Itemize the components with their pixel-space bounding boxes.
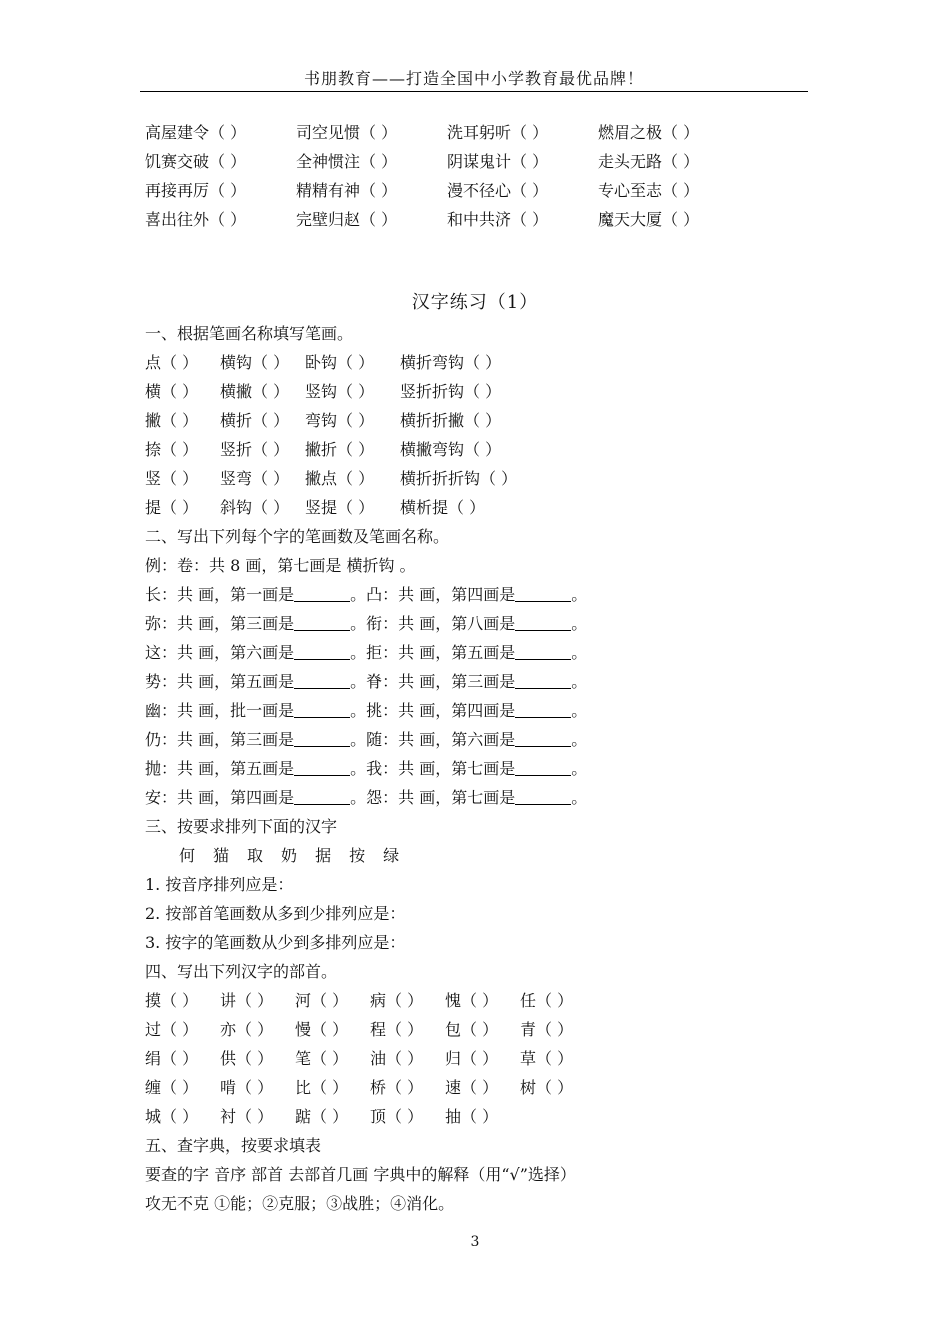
answer-blank[interactable] — [294, 759, 350, 776]
stroke-name-item: 弯钩（ ） — [305, 411, 375, 430]
stroke-name-item: 横折折折钩（ ） — [400, 469, 518, 488]
stroke-name-item: 横钩（ ） — [220, 353, 290, 372]
stroke-count-prompt: 势：共 画，第五画是 — [145, 672, 295, 691]
radical-row — [145, 1103, 825, 1132]
stroke-row — [145, 378, 825, 407]
answer-blank[interactable] — [515, 730, 571, 747]
idiom-row — [145, 149, 765, 178]
idiom-row — [145, 178, 765, 207]
answer-blank[interactable] — [294, 643, 350, 660]
radical-table — [145, 987, 825, 1132]
sentence-end: 。 — [350, 585, 367, 604]
stroke-count-prompt: 脊：共 画，第三画是 — [366, 672, 516, 691]
stroke-name-item: 横撇弯钩（ ） — [400, 440, 502, 459]
stroke-count-prompt: 幽：共 画，批一画是 — [145, 701, 295, 720]
stroke-name-item: 横折折撇（ ） — [400, 411, 502, 430]
radical-item: 过（ ） — [145, 1020, 199, 1039]
idiom-row — [145, 120, 765, 149]
idiom-item: 司空见惯（ ） — [296, 123, 398, 142]
idiom-grid — [145, 120, 765, 236]
sort-char: 奶 — [281, 846, 298, 865]
stroke-count-prompt: 仍：共 画，第三画是 — [145, 730, 295, 749]
answer-blank[interactable] — [515, 701, 571, 718]
sort-items — [145, 871, 825, 958]
sentence-end: 。 — [571, 759, 588, 778]
stroke-name-item: 横折（ ） — [220, 411, 290, 430]
idiom-item: 全神惯注（ ） — [296, 152, 398, 171]
sentence-end: 。 — [350, 788, 367, 807]
stroke-count-row — [145, 784, 825, 813]
idiom-item: 高屋建令（ ） — [145, 123, 247, 142]
stroke-row — [145, 349, 825, 378]
radical-item: 速（ ） — [445, 1078, 499, 1097]
sentence-end: 。 — [571, 730, 588, 749]
exercise-content — [145, 320, 825, 1219]
stroke-count-prompt: 弥：共 画，第三画是 — [145, 614, 295, 633]
radical-item: 笔（ ） — [295, 1049, 349, 1068]
page-header: 书朋教育——打造全国中小学教育最优品牌！ — [303, 69, 644, 88]
stroke-count-list — [145, 581, 825, 813]
answer-blank[interactable] — [294, 788, 350, 805]
section1-heading: 一、根据笔画名称填写笔画。 — [145, 324, 354, 343]
dictionary-table-header: 要查的字 音序 部首 去部首几画 字典中的解释（用“√”选择） — [145, 1165, 576, 1184]
sentence-end: 。 — [571, 614, 588, 633]
idiom-item: 和中共济（ ） — [447, 210, 549, 229]
stroke-name-item: 横撇（ ） — [220, 382, 290, 401]
sort-characters — [145, 842, 825, 871]
stroke-count-prompt: 挑：共 画，第四画是 — [366, 701, 516, 720]
stroke-count-row — [145, 610, 825, 639]
stroke-count-row — [145, 697, 825, 726]
idiom-item: 魔天大厦（ ） — [598, 210, 700, 229]
stroke-name-item: 竖折折钩（ ） — [400, 382, 502, 401]
radical-item: 油（ ） — [370, 1049, 424, 1068]
stroke-name-item: 提（ ） — [145, 498, 199, 517]
stroke-name-item: 竖提（ ） — [305, 498, 375, 517]
page-number: 3 — [470, 1234, 480, 1250]
idiom-item: 专心至志（ ） — [598, 181, 700, 200]
radical-row — [145, 1074, 825, 1103]
radical-item: 归（ ） — [445, 1049, 499, 1068]
stroke-name-item: 竖钩（ ） — [305, 382, 375, 401]
section5-heading: 五、查字典，按要求填表 — [145, 1136, 322, 1155]
stroke-row — [145, 494, 825, 523]
idiom-item: 漫不径心（ ） — [447, 181, 549, 200]
radical-item: 摸（ ） — [145, 991, 199, 1010]
stroke-name-item: 撇折（ ） — [305, 440, 375, 459]
sentence-end: 。 — [350, 672, 367, 691]
stroke-count-prompt: 这：共 画，第六画是 — [145, 643, 295, 662]
answer-blank[interactable] — [515, 614, 571, 631]
sentence-end: 。 — [350, 701, 367, 720]
idiom-item: 完壁归赵（ ） — [296, 210, 398, 229]
radical-item: 亦（ ） — [220, 1020, 274, 1039]
radical-item: 程（ ） — [370, 1020, 424, 1039]
answer-blank[interactable] — [294, 730, 350, 747]
answer-blank[interactable] — [515, 788, 571, 805]
sort-item: 1. 按音序排列应是： — [145, 875, 294, 894]
section2-heading: 二、写出下列每个字的笔画数及笔画名称。 — [145, 527, 450, 546]
radical-item: 桥（ ） — [370, 1078, 424, 1097]
stroke-name-item: 横折弯钩（ ） — [400, 353, 502, 372]
answer-blank[interactable] — [294, 585, 350, 602]
sentence-end: 。 — [350, 730, 367, 749]
stroke-name-item: 撇点（ ） — [305, 469, 375, 488]
radical-item: 慢（ ） — [295, 1020, 349, 1039]
answer-blank[interactable] — [294, 672, 350, 689]
radical-item: 包（ ） — [445, 1020, 499, 1039]
sort-char: 据 — [315, 846, 332, 865]
stroke-name-item: 撇（ ） — [145, 411, 199, 430]
stroke-count-prompt: 随：共 画，第六画是 — [366, 730, 516, 749]
sentence-end: 。 — [350, 759, 367, 778]
answer-blank[interactable] — [515, 672, 571, 689]
sentence-end: 。 — [571, 788, 588, 807]
sort-char: 何 — [179, 846, 196, 865]
radical-item: 青（ ） — [520, 1020, 574, 1039]
radical-item: 比（ ） — [295, 1078, 349, 1097]
sort-char: 绿 — [383, 846, 400, 865]
answer-blank[interactable] — [515, 585, 571, 602]
stroke-count-prompt: 衔：共 画，第八画是 — [366, 614, 516, 633]
sort-item: 3. 按字的笔画数从少到多排列应是： — [145, 933, 406, 952]
idiom-item: 洗耳躬听（ ） — [447, 123, 549, 142]
dictionary-table-row: 攻无不克 ①能；②克服；③战胜；④消化。 — [145, 1194, 455, 1213]
sort-item: 2. 按部首笔画数从多到少排列应是： — [145, 904, 406, 923]
stroke-name-item: 竖弯（ ） — [220, 469, 290, 488]
sentence-end: 。 — [571, 643, 588, 662]
answer-blank[interactable] — [515, 759, 571, 776]
stroke-name-item: 卧钩（ ） — [305, 353, 375, 372]
idiom-row — [145, 207, 765, 236]
stroke-count-row — [145, 726, 825, 755]
radical-item: 绢（ ） — [145, 1049, 199, 1068]
radical-item: 缠（ ） — [145, 1078, 199, 1097]
radical-item: 啃（ ） — [220, 1078, 274, 1097]
radical-item: 草（ ） — [520, 1049, 574, 1068]
radical-item: 讲（ ） — [220, 991, 274, 1010]
stroke-count-prompt: 凸：共 画，第四画是 — [366, 585, 516, 604]
idiom-item: 饥赛交破（ ） — [145, 152, 247, 171]
stroke-count-row — [145, 668, 825, 697]
sort-char: 猫 — [213, 846, 230, 865]
idiom-item: 燃眉之极（ ） — [598, 123, 700, 142]
stroke-name-item: 竖折（ ） — [220, 440, 290, 459]
sort-char: 取 — [247, 846, 264, 865]
radical-item: 任（ ） — [520, 991, 574, 1010]
header-rule — [140, 91, 808, 92]
section3-heading: 三、按要求排列下面的汉字 — [145, 817, 338, 836]
exercise-title: 汉字练习（1） — [411, 292, 539, 313]
stroke-name-item: 竖（ ） — [145, 469, 199, 488]
stroke-name-item: 横析提（ ） — [400, 498, 486, 517]
sentence-end: 。 — [571, 585, 588, 604]
radical-row — [145, 987, 825, 1016]
stroke-row — [145, 436, 825, 465]
sentence-end: 。 — [350, 643, 367, 662]
idiom-item: 阴谋鬼计（ ） — [447, 152, 549, 171]
stroke-count-prompt: 安：共 画，第四画是 — [145, 788, 295, 807]
answer-blank[interactable] — [294, 614, 350, 631]
radical-item: 河（ ） — [295, 991, 349, 1010]
stroke-count-prompt: 我：共 画，第七画是 — [366, 759, 516, 778]
stroke-count-row — [145, 581, 825, 610]
stroke-count-prompt: 长：共 画，第一画是 — [145, 585, 295, 604]
radical-item: 顶（ ） — [370, 1107, 424, 1126]
stroke-row — [145, 465, 825, 494]
sentence-end: 。 — [571, 701, 588, 720]
stroke-row — [145, 407, 825, 436]
radical-row — [145, 1016, 825, 1045]
sentence-end: 。 — [350, 614, 367, 633]
idiom-item: 走头无路（ ） — [598, 152, 700, 171]
idiom-item: 喜出往外（ ） — [145, 210, 247, 229]
idiom-item: 再接再厉（ ） — [145, 181, 247, 200]
stroke-name-item: 横（ ） — [145, 382, 199, 401]
section2-example: 例：卷：共 8 画，第七画是 横折钩 。 — [145, 556, 416, 575]
answer-blank[interactable] — [515, 643, 571, 660]
radical-item: 供（ ） — [220, 1049, 274, 1068]
sort-char: 按 — [349, 846, 366, 865]
radical-item: 树（ ） — [520, 1078, 574, 1097]
stroke-name-item: 捺（ ） — [145, 440, 199, 459]
stroke-count-prompt: 拒：共 画，第五画是 — [366, 643, 516, 662]
radical-row — [145, 1045, 825, 1074]
sentence-end: 。 — [571, 672, 588, 691]
radical-item: 城（ ） — [145, 1107, 199, 1126]
stroke-name-item: 斜钩（ ） — [220, 498, 290, 517]
stroke-name-item: 点（ ） — [145, 353, 199, 372]
radical-item: 病（ ） — [370, 991, 424, 1010]
stroke-count-row — [145, 639, 825, 668]
stroke-name-table — [145, 349, 825, 523]
radical-item: 踮（ ） — [295, 1107, 349, 1126]
idiom-item: 精精有神（ ） — [296, 181, 398, 200]
radical-item: 愧（ ） — [445, 991, 499, 1010]
stroke-count-prompt: 怨：共 画，第七画是 — [366, 788, 516, 807]
section4-heading: 四、写出下列汉字的部首。 — [145, 962, 338, 981]
radical-item: 衬（ ） — [220, 1107, 274, 1126]
stroke-count-row — [145, 755, 825, 784]
radical-item: 抽（ ） — [445, 1107, 499, 1126]
answer-blank[interactable] — [294, 701, 350, 718]
stroke-count-prompt: 抛：共 画，第五画是 — [145, 759, 295, 778]
